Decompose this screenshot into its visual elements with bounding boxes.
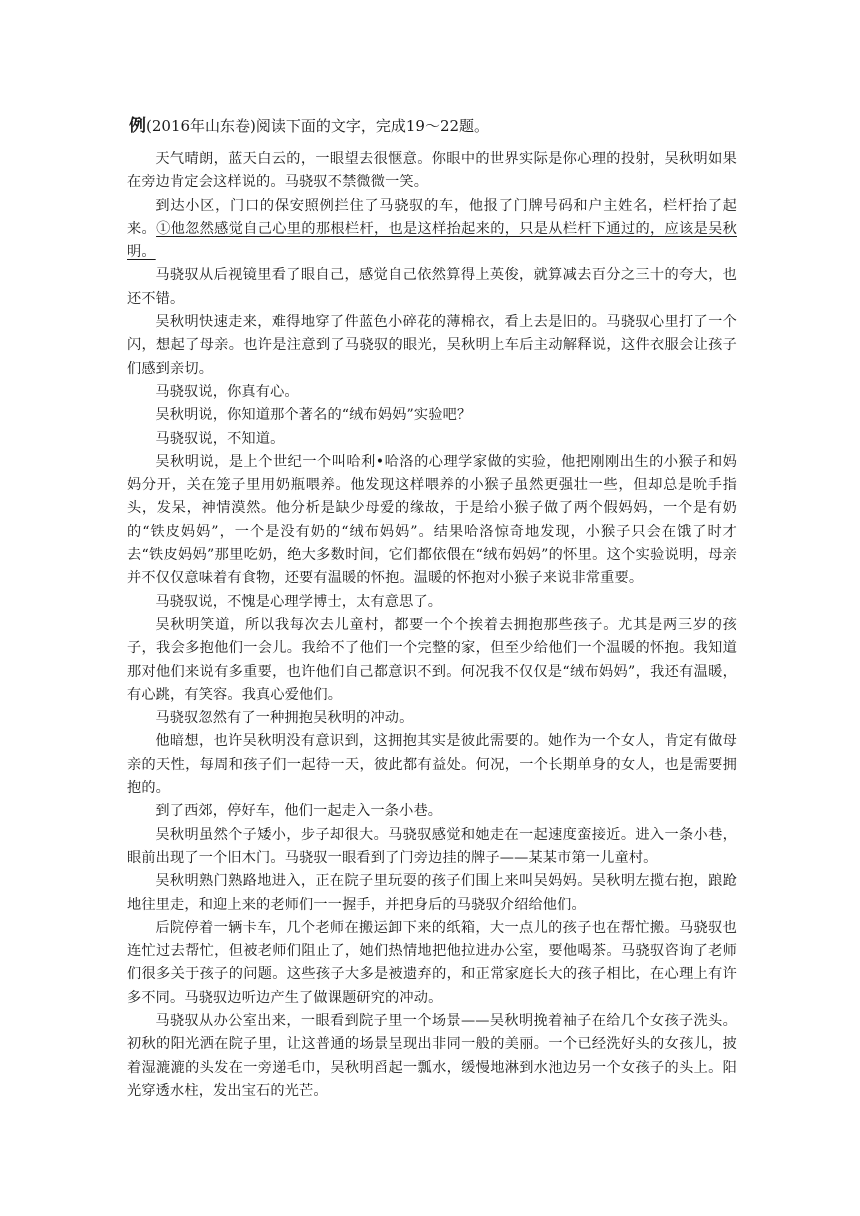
paragraph-6: 吴秋明说，你知道那个著名的“绒布妈妈”实验吧？ [155,407,472,424]
paragraph-8: 吴秋明说，是上个世纪一个叫哈利•哈洛的心理学家做的实验，他把刚刚出生的小猴子和妈妈分开，关在笼子里用奶瓶喂养。他发现这样喂养的小猴子虽然更强壮一些，但却总是吮手指头，发呆，神情漠然。他分析是缺少母爱的缘故，于是给小猴子做了两个假妈妈，一个是有奶的“铁皮妈妈”，一个是没有奶的“绒布妈妈”。结果哈洛惊奇地发现，小猴子只会在饿了时才去“铁皮妈妈”那里吃奶，绝大多数时间，它们都依偎在“绒布妈妈”的怀里。这个实验说明，母亲并不仅仅意味着有食物，还要有温暖的怀抱。温暖的怀抱对小猴子来说非常重要。 [127,453,737,587]
article-body [127,114,737,1103]
paragraph-5: 马骁驭说，你真有心。 [155,383,299,400]
paragraph-16: 后院停着一辆卡车，几个老师在搬运卸下来的纸箱，大一点儿的孩子也在帮忙搬。马骁驭也连忙过去帮忙，但被老师们阻止了，她们热情地把他拉进办公室，要他喝茶。马骁驭咨询了老师们很多关于孩子的问题。这些孩子大多是被遗弃的，和正常家庭长大的孩子相比，在心理上有许多不同。马骁驭边听边产生了做课题研究的冲动。 [127,919,737,1006]
question-header [129,114,737,138]
example-label: 例 [129,116,146,136]
question-source: (2016年山东卷)阅读下面的文字，完成19～22题。 [146,117,490,135]
paragraph-2 [127,195,737,265]
paragraph-15: 吴秋明熟门熟路地进入，正在院子里玩耍的孩子们围上来叫吴妈妈。吴秋明左揽右抱，踉跄地往里走，和迎上来的老师们一一握手，并把身后的马骁驭介绍给他们。 [127,873,737,913]
paragraph-1: 天气晴朗，蓝天白云的，一眼望去很惬意。你眼中的世界实际是你心理的投射，吴秋明如果在旁边肯定会这样说的。马骁驭不禁微微一笑。 [127,151,737,191]
paragraph-7: 马骁驭说，不知道。 [155,430,285,447]
paragraph-17: 马骁驭从办公室出来，一眼看到院子里一个场景——吴秋明挽着袖子在给几个女孩子洗头。初秋的阳光洒在院子里，让这普通的场景呈现出非同一般的美丽。一个已经洗好头的女孩儿，披着湿漉漉的头发在一旁递毛巾，吴秋明舀起一瓢水，缓慢地淋到水池边另一个女孩子的头上。阳光穿透水柱，发出宝石的光芒。 [127,1012,737,1099]
paragraph-13: 到了西郊，停好车，他们一起走入一条小巷。 [155,803,443,820]
paragraph-12: 他暗想，也许吴秋明没有意识到，这拥抱其实是彼此需要的。她作为一个女人，肯定有做母亲的天性，每周和孩子们一起待一天，彼此都有益处。何况，一个长期单身的女人，也是需要拥抱的。 [127,733,737,797]
paragraph-4: 吴秋明快速走来，难得地穿了件蓝色小碎花的薄棉衣，看上去是旧的。马骁驭心里打了一个闪，想起了母亲。也许是注意到了马骁驭的眼光，吴秋明上车后主动解释说，这件衣服会让孩子们感到亲切。 [127,314,737,377]
paragraph-9: 马骁驭说，不愧是心理学博士，太有意思了。 [155,593,443,610]
paragraph-14: 吴秋明虽然个子矮小，步子却很大。马骁驭感觉和她走在一起速度蛮接近。进入一条小巷，眼前出现了一个旧木门。马骁驭一眼看到了门旁边挂的牌子——某某市第一儿童村。 [127,826,737,866]
paragraph-3: 马骁驭从后视镜里看了眼自己，感觉自己依然算得上英俊，就算减去百分之三十的夸大，也还不错。 [127,267,737,307]
paragraph-2-text: 到达小区，门口的保安照例拦住了马骁驭的车，他报了门牌号码和户主姓名，栏杆抬了起来。 [127,197,737,237]
paragraph-11: 马骁驭忽然有了一种拥抱吴秋明的冲动。 [155,710,414,727]
underlined-sentence-1: ①他忽然感觉自己心里的那根栏杆，也是这样抬起来的，只是从栏杆下通过的，应该是吴秋明。 [127,220,737,261]
paragraph-10: 吴秋明笑道，所以我每次去儿童村，都要一个个挨着去拥抱那些孩子。尤其是两三岁的孩子，我会多抱他们一会儿。我给不了他们一个完整的家，但至少给他们一个温暖的怀抱。我知道那对他们来说有多重要，也许他们自己都意识不到。何况我不仅仅是“绒布妈妈”，我还有温暖，有心跳，有笑容。我真心爱他们。 [127,616,737,703]
